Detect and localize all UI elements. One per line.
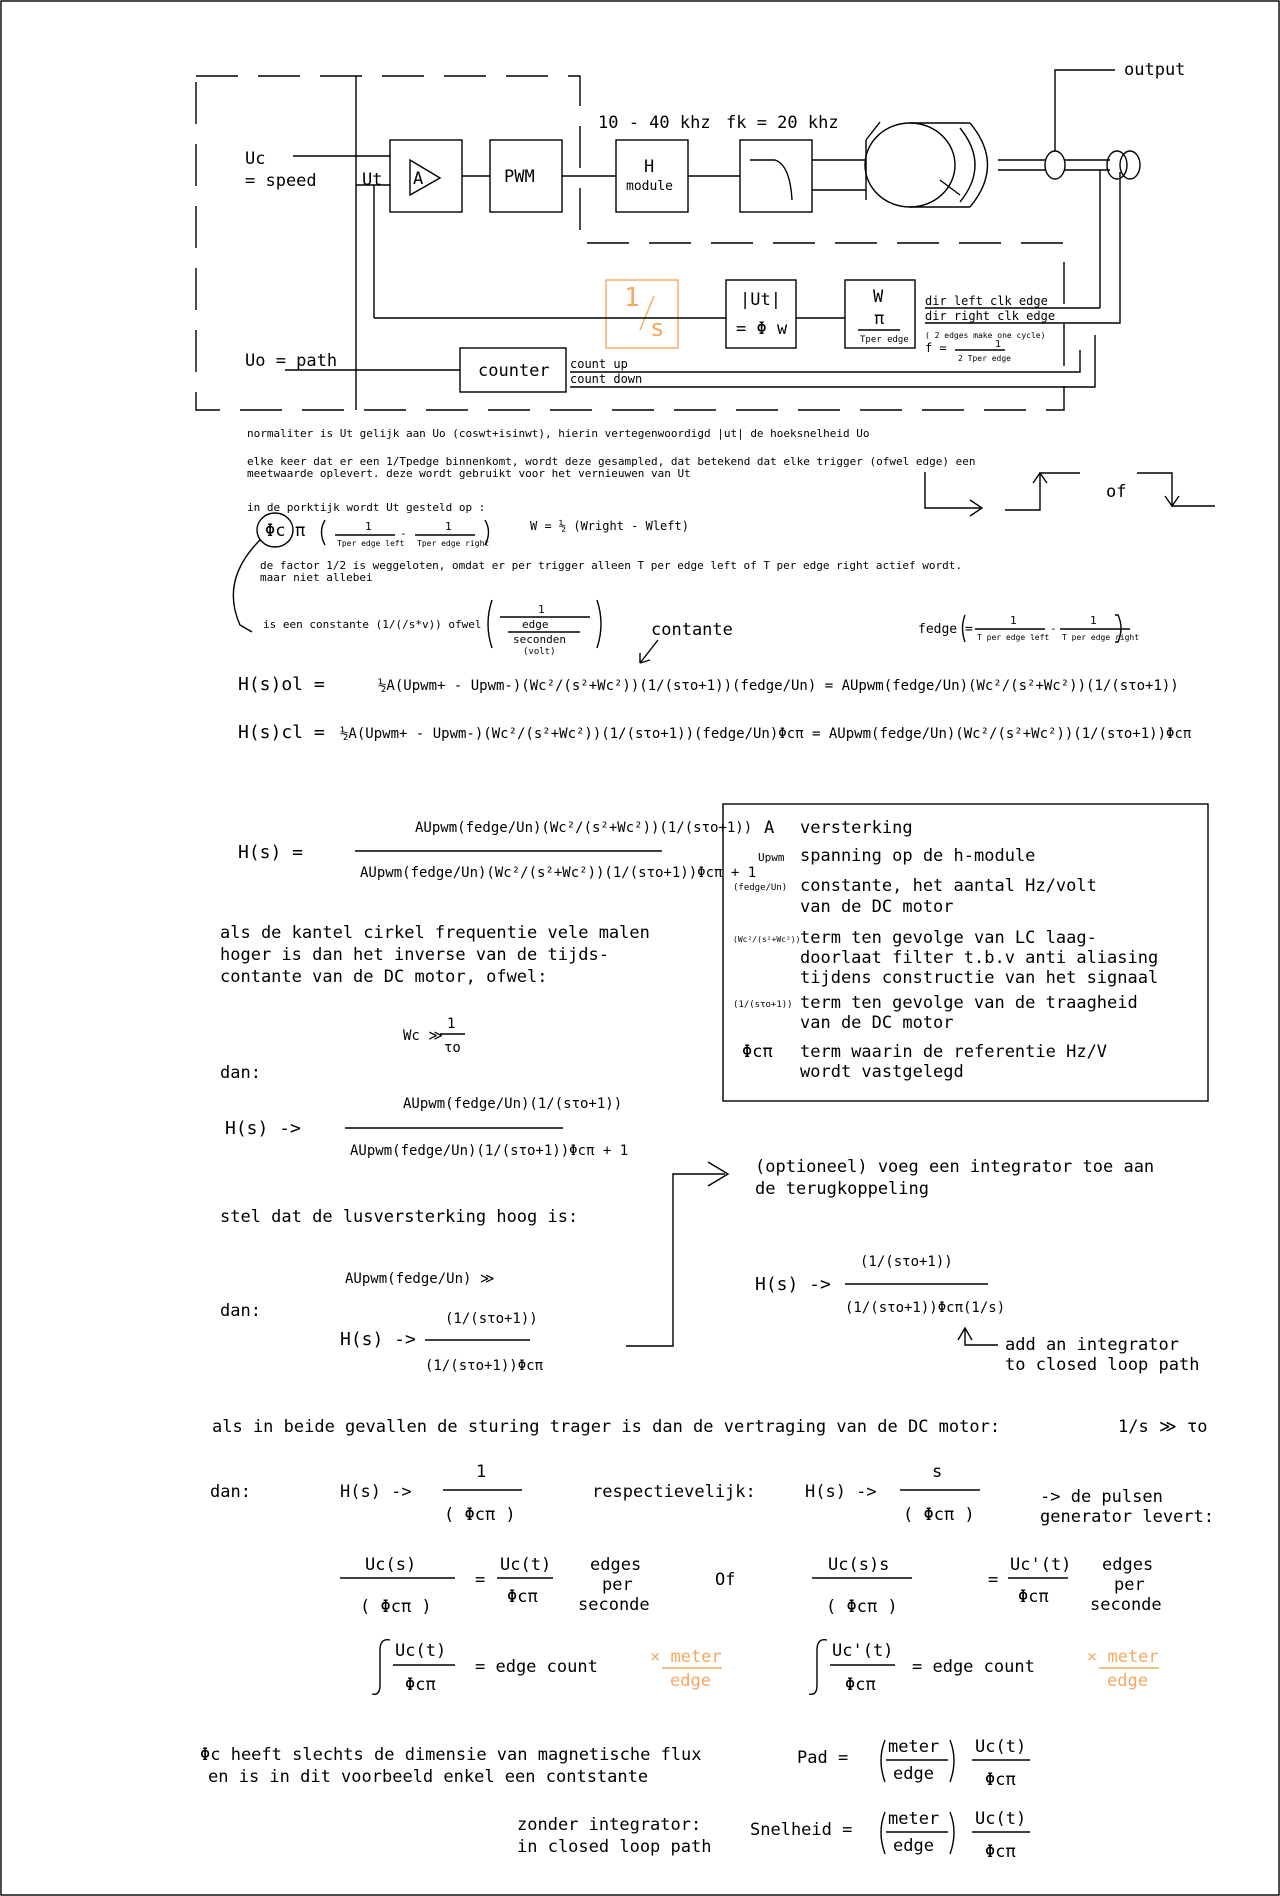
resp-label: respectievelijk: (592, 1482, 756, 1502)
w-pi: π (874, 309, 885, 329)
legend-text-5a: term waarin de referentie Hz/V (800, 1042, 1108, 1062)
count-down-label: count down (570, 372, 643, 386)
h2-label: H(s) -> (225, 1118, 301, 1139)
hs-numerator: AUpwm(fedge/Un)(Wc²/(s²+Wc²))(1/(sτo+1)) (415, 820, 753, 836)
add-integrator-a: add an integrator (1005, 1335, 1179, 1355)
h4-numerator: (1/(sτo+1)) (860, 1254, 953, 1270)
note-1: normaliter is Ut gelijk aan Uo (coswt+isinwt), hierin vertegenwoordigd |ut| de hoeksnelheid Uo (247, 427, 870, 440)
w-label: W (873, 287, 884, 307)
f-eq-label: f = (925, 341, 947, 355)
h6-den: ( Φcπ ) (903, 1505, 975, 1525)
xmeter-2: × meter (1087, 1647, 1159, 1667)
stel-text: stel dat de lusversterking hoog is: (220, 1207, 579, 1227)
hcl-rhs: ½A(Upwm+ - Upwm-)(Wc²/(s²+Wc²))(1/(sτo+1))(fedge/Un)Φcπ = AUpwm(fedge/Un)(Wc²/(s²+Wc²))(1/(sτo+1))Φcπ (340, 726, 1192, 742)
h3-denominator: (1/(sτo+1))Φcπ (425, 1358, 544, 1374)
integrator-denominator: s (650, 314, 665, 342)
counter-label: counter (478, 361, 550, 381)
hs-denominator: AUpwm(fedge/Un)(Wc²/(s²+Wc²))(1/(sτo+1))Φcπ + 1 (360, 865, 757, 881)
optional-a: (optioneel) voeg een integrator toe aan (755, 1157, 1155, 1177)
wc-gg: Wc ≫ (403, 1028, 443, 1044)
snelheid-edge: edge (893, 1836, 934, 1856)
optional-b: de terugkoppeling (755, 1179, 929, 1199)
phi-note-b: en is in dit voorbeeld enkel een contstante (208, 1767, 649, 1787)
ucdt-num-2: Uc'(t) (832, 1641, 894, 1661)
legend-text-2b: van de DC motor (800, 897, 954, 917)
xedge-2: edge (1107, 1671, 1148, 1691)
pulsen-a: -> de pulsen (1040, 1487, 1163, 1507)
speed-label: = speed (245, 171, 317, 191)
legend-text-3a: term ten gevolge van LC laag- (800, 928, 1097, 948)
one-left: 1 (365, 520, 372, 533)
legend-text-4b: van de DC motor (800, 1013, 954, 1033)
legend-text-2a: constante, het aantal Hz/volt (800, 876, 1097, 896)
wc-one: 1 (447, 1016, 456, 1032)
count-up-label: count up (570, 357, 628, 371)
ucs-num: Uc(s) (365, 1555, 417, 1575)
dan-2: dan: (220, 1301, 261, 1321)
edges-note: ( 2 edges make one cycle) (925, 331, 1046, 340)
one-right: 1 (445, 520, 452, 533)
pad-edge: edge (893, 1764, 934, 1784)
phic-pi: π (295, 521, 306, 541)
loopgain: AUpwm(fedge/Un) ≫ (345, 1271, 495, 1287)
phi-w-label: = Φ w (736, 319, 788, 339)
of-label-edges: of (1106, 482, 1127, 502)
note-5: is een constante (1/(/s*v)) ofwel (263, 618, 482, 631)
snelheid-label: Snelheid = (750, 1820, 853, 1840)
uc-label: Uc (245, 149, 266, 169)
para-1c: contante van de DC motor, ofwel: (220, 967, 548, 987)
freq-range-label: 10 - 40 khz (598, 113, 711, 133)
h5-label: H(s) -> (340, 1482, 412, 1502)
pad-uct: Uc(t) (975, 1737, 1027, 1757)
note-4a: de factor 1/2 is weggeloten, omdat er per trigger alleen T per edge left of T per edge right actief wordt. (260, 559, 962, 572)
dan-1: dan: (220, 1063, 261, 1083)
minus-sign: - (400, 527, 407, 540)
note-2b: meetwaarde oplevert. deze wordt gebruikt voor het vernieuwen van Ut (247, 467, 691, 480)
dan-3: dan: (210, 1482, 251, 1502)
wc-tau: τo (444, 1040, 461, 1056)
per-2: per (1114, 1575, 1145, 1595)
ucdt-den-1: Φcπ (1018, 1587, 1049, 1607)
seconden-const: seconden (513, 633, 566, 646)
uct-den-2: Φcπ (405, 1675, 436, 1695)
legend-sym-2: (fedge/Un) (733, 883, 788, 893)
legend-sym-4: (1/(sτo+1)) (733, 1000, 793, 1010)
edges-1: edges (590, 1555, 642, 1575)
h6-label: H(s) -> (805, 1482, 877, 1502)
h2-denominator: AUpwm(fedge/Un)(1/(sτo+1))Φcπ + 1 (350, 1143, 629, 1159)
hcl-label: H(s)cl = (238, 722, 325, 743)
xmeter-1: × meter (650, 1647, 722, 1667)
phic-circled: Φc (265, 521, 286, 541)
per-1: per (602, 1575, 633, 1595)
fedge-minus: - (1050, 622, 1057, 635)
legend-text-0: versterking (800, 818, 913, 838)
module-label: module (626, 179, 673, 194)
legend-text-3c: tijdens constructie van het signaal (800, 968, 1159, 988)
legend-text-1: spanning op de h-module (800, 846, 1036, 866)
bottom-text-1-rhs: 1/s ≫ τo (1118, 1417, 1208, 1437)
legend-sym-1: Upwm (758, 851, 785, 864)
ucs-den: ( Φcπ ) (360, 1597, 432, 1617)
uct-num-1: Uc(t) (500, 1555, 552, 1575)
hol-rhs: ½A(Upwm+ - Upwm-)(Wc²/(s²+Wc²))(1/(sτo+1))(fedge/Un) = AUpwm(fedge/Un)(Wc²/(s²+Wc²))(1/(sτo+1)) (378, 678, 1179, 694)
note-3: in de porktijk wordt Ut gesteld op : (247, 501, 486, 514)
pad-meter: meter (888, 1737, 940, 1757)
para-1a: als de kantel cirkel frequentie vele malen (220, 923, 650, 943)
h3-label: H(s) -> (340, 1329, 416, 1350)
fedge-tl: T per edge left (977, 633, 1050, 642)
zonder-a: zonder integrator: (517, 1815, 702, 1835)
h2-numerator: AUpwm(fedge/Un)(1/(sτo+1)) (403, 1096, 623, 1112)
edgecount-2: = edge count (912, 1657, 1035, 1677)
tpl-label: Tper edge left (337, 539, 405, 548)
w-tper: Tper edge (860, 335, 909, 345)
add-integrator-b: to closed loop path (1005, 1355, 1200, 1375)
uct-num-2: Uc(t) (395, 1641, 447, 1661)
h4-denominator: (1/(sτo+1))Φcπ(1/s) (845, 1300, 1006, 1316)
integrator-numerator: 1 (624, 283, 640, 313)
fedge-label: fedge = (918, 622, 973, 637)
fedge-tr: T per edge right (1062, 633, 1140, 642)
eq-2: = (988, 1570, 999, 1590)
edgecount-1: = edge count (475, 1657, 598, 1677)
edges-2: edges (1102, 1555, 1154, 1575)
ucss-num: Uc(s)s (828, 1555, 890, 1575)
abs-ut-label: |Ut| (740, 290, 781, 310)
h5-one: 1 (476, 1462, 487, 1482)
fedge-one-right: 1 (1090, 614, 1097, 627)
ucdt-num-1: Uc'(t) (1010, 1555, 1072, 1575)
h6-s: s (932, 1462, 943, 1482)
tpr-label: Tper edge right (417, 539, 490, 548)
f-num: 1 (995, 339, 1002, 350)
h-label: H (644, 157, 655, 177)
ucdt-den-2: Φcπ (845, 1675, 876, 1695)
para-1b: hoger is dan het inverse van de tijds- (220, 945, 609, 965)
h3-numerator: (1/(sτo+1)) (445, 1311, 538, 1327)
amplifier-label: A (413, 169, 424, 189)
seconde-1: seconde (578, 1595, 650, 1615)
legend-text-3b: doorlaat filter t.b.v anti aliasing (800, 948, 1159, 968)
h4-label: H(s) -> (755, 1274, 831, 1295)
volt-const: (volt) (523, 647, 556, 657)
snelheid-uct: Uc(t) (975, 1809, 1027, 1829)
legend-sym-5: Φcπ (742, 1042, 773, 1062)
fedge-one-left: 1 (1010, 614, 1017, 627)
ut-label: Ut (362, 170, 383, 190)
legend-sym-3: (Wc²/(s²+Wc²)) (733, 935, 801, 944)
pad-label: Pad = (797, 1748, 849, 1768)
phi-note-a: Φc heeft slechts de dimensie van magnetische flux (200, 1745, 702, 1765)
pwm-label: PWM (504, 167, 535, 187)
f-den: 2 Tper edge (958, 354, 1011, 363)
one-const: 1 (538, 603, 545, 616)
pulsen-b: generator levert: (1040, 1507, 1214, 1527)
fk-label: fk = 20 khz (726, 113, 839, 133)
snelheid-meter: meter (888, 1809, 940, 1829)
ucss-den: ( Φcπ ) (826, 1597, 898, 1617)
eq-1: = (475, 1570, 486, 1590)
legend-sym-0: A (764, 818, 775, 838)
xedge-1: edge (670, 1671, 711, 1691)
dir-right-label: dir right clk edge (925, 309, 1056, 323)
dir-left-label: dir left clk edge (925, 294, 1048, 308)
uct-den-1: Φcπ (507, 1587, 538, 1607)
snelheid-phicpi: Φcπ (985, 1842, 1016, 1862)
note-4b: maar niet allebei (260, 571, 373, 584)
pad-phicpi: Φcπ (985, 1770, 1016, 1790)
h5-den: ( Φcπ ) (444, 1505, 516, 1525)
output-label: output (1124, 60, 1186, 80)
bottom-text-1: als in beide gevallen de sturing trager is dan de vertraging van de DC motor: (212, 1417, 1001, 1437)
of-bottom: Of (715, 1570, 736, 1590)
note-2a: elke keer dat er een 1/Tpedge binnenkomt, wordt deze gesampled, dat betekend dat elke trigger (ofwel edge) een (247, 455, 976, 468)
edge-const: edge (522, 618, 549, 631)
w-eq: W = ½ (Wright - Wleft) (530, 519, 689, 533)
zonder-b: in closed loop path (517, 1837, 712, 1857)
legend-text-4a: term ten gevolge van de traagheid (800, 993, 1138, 1013)
contante-label: contante (651, 620, 733, 640)
legend-text-5b: wordt vastgelegd (800, 1062, 964, 1082)
hs-label: H(s) = (238, 842, 304, 863)
uo-label: Uo = path (245, 351, 338, 371)
seconde-2: seconde (1090, 1595, 1162, 1615)
hol-label: H(s)ol = (238, 674, 325, 695)
